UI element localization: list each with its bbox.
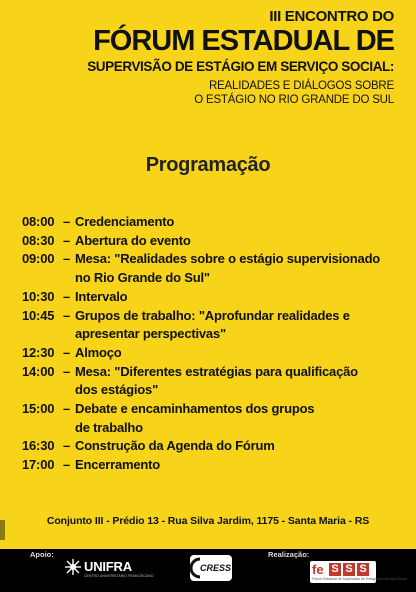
schedule-description: Encerramento: [75, 457, 161, 473]
schedule-dash: –: [63, 288, 71, 304]
schedule-time: 08:00: [22, 214, 55, 229]
schedule-time: 09:00: [22, 251, 55, 267]
cress-logo: [190, 555, 232, 581]
schedule-description: Credenciamento: [75, 214, 175, 229]
schedule-item: [22, 344, 402, 363]
event-header: [87, 8, 394, 107]
event-edition: III ENCONTRO DO: [269, 8, 394, 25]
schedule-dash: –: [63, 363, 71, 379]
schedule-dash: –: [63, 232, 71, 248]
schedule-dash: –: [63, 438, 71, 454]
fesss-letter: S: [329, 563, 341, 576]
fesss-letter: S: [357, 563, 369, 576]
schedule-dash: –: [63, 401, 71, 417]
schedule-time: 14:00: [22, 363, 55, 379]
schedule-list: [22, 213, 402, 475]
schedule-dash: –: [63, 214, 71, 229]
schedule-item: [22, 250, 402, 269]
event-address: Conjunto III - Prédio 13 - Rua Silva Jardim, 1175 - Santa Maria - RS: [46, 515, 370, 527]
fesss-logo: [310, 561, 407, 583]
event-theme-line2: O ESTÁGIO NO RIO GRANDE DO SUL: [194, 94, 394, 106]
schedule-description: Mesa: "Diferentes estratégias para qualificação: [75, 363, 358, 379]
schedule-dash: –: [63, 251, 71, 267]
unifra-logo: [64, 558, 154, 578]
schedule-time: 10:30: [22, 288, 55, 304]
schedule-description: Almoço: [75, 344, 122, 360]
cress-name: CRESS: [200, 563, 232, 573]
schedule-description: Abertura do evento: [75, 232, 191, 248]
schedule-item: [22, 288, 402, 307]
schedule-item-continuation: dos estágios": [75, 382, 159, 398]
schedule-dash: –: [63, 307, 71, 323]
schedule-item: [22, 437, 402, 456]
unifra-name: UNIFRA: [84, 559, 132, 574]
schedule-description: Mesa: "Realidades sobre o estágio supervisionado: [75, 251, 381, 267]
program-title: Programação: [145, 154, 271, 176]
unifra-emblem-icon: [64, 558, 82, 576]
fesss-letter: S: [343, 563, 355, 576]
schedule-description: Intervalo: [75, 288, 128, 304]
event-subtitle: SUPERVISÃO DE ESTÁGIO EM SERVIÇO SOCIAL:: [87, 59, 394, 74]
schedule-dash: –: [63, 457, 71, 473]
support-label: Apoio:: [30, 550, 54, 559]
schedule-description: Debate e encaminhamentos dos grupos: [75, 401, 315, 417]
schedule-item: [22, 232, 402, 251]
schedule-time: 12:30: [22, 344, 55, 360]
schedule-time: 15:00: [22, 401, 55, 417]
schedule-item-continuation: apresentar perspectivas": [75, 326, 226, 342]
schedule-item: [22, 456, 402, 475]
side-mark: [0, 520, 5, 540]
schedule-item: [22, 213, 402, 232]
schedule-item-continuation: no Rio Grande do Sul": [75, 270, 210, 286]
schedule-time: 08:30: [22, 232, 55, 248]
schedule-dash: –: [63, 344, 71, 360]
schedule-description: Grupos de trabalho: "Aprofundar realidades e: [75, 307, 350, 323]
event-theme-line1: REALIDADES E DIÁLOGOS SOBRE: [208, 80, 394, 92]
organizer-label: Realização:: [268, 550, 310, 559]
schedule-description: Construção da Agenda do Fórum: [75, 438, 275, 454]
fesss-subtitle: Fórum Estadual de Supervisão de Estágio em Serviço Social: [312, 577, 407, 581]
schedule-item: [22, 400, 402, 419]
schedule-time: 17:00: [22, 457, 55, 473]
event-title: FÓRUM ESTADUAL DE: [93, 25, 394, 57]
schedule-time: 10:45: [22, 307, 55, 323]
schedule-time: 16:30: [22, 438, 55, 454]
schedule-item-continuation: de trabalho: [75, 419, 143, 435]
fesss-prefix: fe: [312, 562, 324, 577]
unifra-subtitle: CENTRO UNIVERSITÁRIO FRANCISCANO: [84, 574, 154, 578]
schedule-item: [22, 307, 402, 326]
schedule-item: [22, 363, 402, 382]
